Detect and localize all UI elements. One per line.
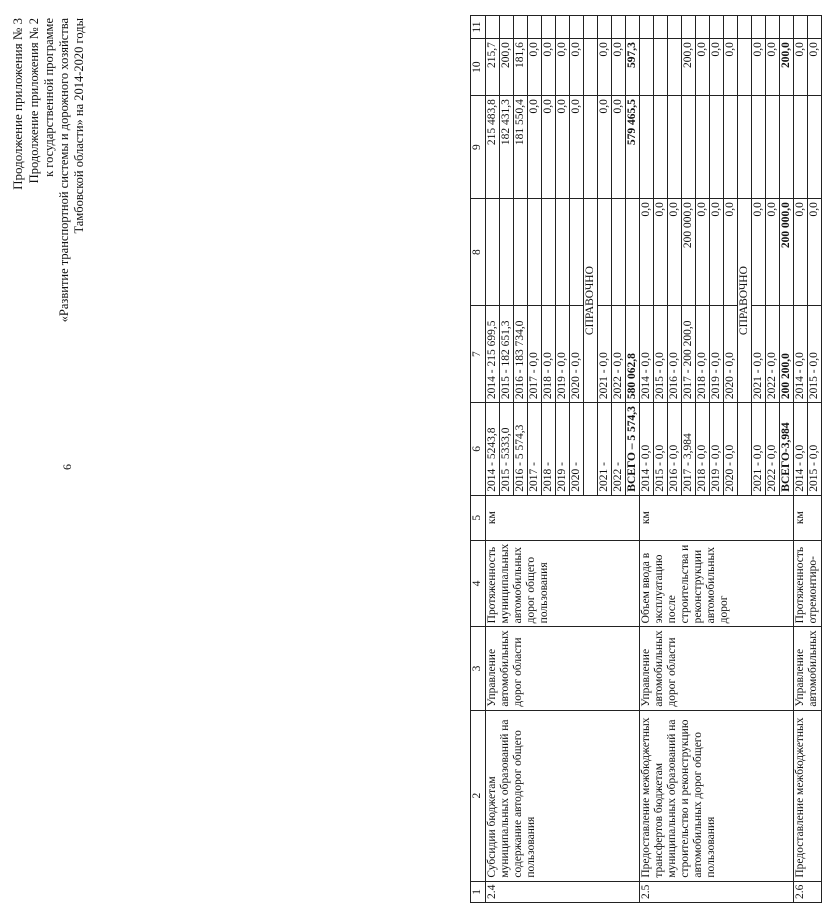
value-cell: 0,0 (668, 199, 682, 306)
value-cell: 597,3 (626, 39, 640, 96)
value-cell: 2016 - 0,0 (668, 403, 682, 496)
table-row (486, 16, 500, 903)
value-cell: 0,0 (710, 39, 724, 96)
value-cell (598, 199, 612, 306)
value-cell: 2014 - 0,0 (794, 403, 808, 496)
value-cell: 0,0 (808, 39, 822, 96)
value-cell: 0,0 (766, 39, 780, 96)
value-cell: 2021 - 0,0 (752, 403, 766, 496)
empty-cell (654, 16, 668, 39)
spravochno-label: СПРАВОЧНО (738, 199, 752, 403)
empty-cell (612, 16, 626, 39)
value-cell (808, 96, 822, 199)
spravochno-label: СПРАВОЧНО (584, 199, 598, 403)
value-cell: 2022 - 0,0 (766, 403, 780, 496)
value-cell: 0,0 (794, 199, 808, 306)
value-cell: 215 483,8 (486, 96, 500, 199)
indicator-cell-text: Протяженность отремонтиро- (794, 546, 819, 624)
value-cell: 2022 - 0,0 (612, 306, 626, 403)
value-cell: 0,0 (598, 39, 612, 96)
indicator-cell (794, 540, 822, 627)
value-cell: 2017 - (528, 403, 542, 496)
value-cell: 2021 - 0,0 (752, 306, 766, 403)
value-cell: 0,0 (570, 96, 584, 199)
value-cell: 2020 - 0,0 (724, 306, 738, 403)
value-cell: 2015 - 5333,0 (500, 403, 514, 496)
value-cell: 2014 - 5243,8 (486, 403, 500, 496)
empty-cell (500, 16, 514, 39)
value-cell: 0,0 (724, 39, 738, 96)
value-cell: ВСЕГО-3,984 (780, 403, 794, 496)
value-cell: 0,0 (808, 199, 822, 306)
row-number-text: 2.5 (640, 884, 652, 899)
value-cell: 2018 - (542, 403, 556, 496)
empty-cell (486, 16, 500, 39)
value-cell (626, 199, 640, 306)
value-cell: 200,0 (682, 39, 696, 96)
page-header (10, 18, 87, 322)
value-cell: 2014 - 0,0 (794, 306, 808, 403)
col-header: 7 (471, 306, 486, 403)
value-cell: 0,0 (542, 39, 556, 96)
empty-cell (766, 16, 780, 39)
value-cell: 0,0 (598, 96, 612, 199)
value-cell: 0,0 (696, 39, 710, 96)
value-cell: 2015 - 0,0 (654, 403, 668, 496)
value-cell: 0,0 (556, 39, 570, 96)
value-cell: 2016 - 5 574,3 (514, 403, 528, 496)
empty-cell (640, 16, 654, 39)
col-header: 4 (471, 540, 486, 627)
value-cell: 0,0 (710, 199, 724, 306)
measure-name (640, 710, 794, 881)
empty-cell (710, 16, 724, 39)
value-cell (682, 96, 696, 199)
col-header: 10 (471, 39, 486, 96)
value-cell: 2016 - 183 734,0 (514, 306, 528, 403)
empty-cell (598, 16, 612, 39)
header-line-4: «Развитие транспортной системы и дорожного хозяйства (57, 18, 71, 323)
value-cell: 2019 - (556, 403, 570, 496)
value-cell (668, 96, 682, 199)
row-number (640, 881, 794, 902)
unit-cell: км (640, 495, 794, 540)
value-cell (500, 199, 514, 306)
col-header: 8 (471, 199, 486, 306)
value-cell: 2015 - 0,0 (654, 306, 668, 403)
value-cell (752, 96, 766, 199)
value-cell: 2016 - 0,0 (668, 306, 682, 403)
value-cell (794, 96, 808, 199)
empty-cell (528, 16, 542, 39)
empty-cell (738, 39, 752, 96)
value-cell: 2018 - 0,0 (696, 403, 710, 496)
col-header: 6 (471, 403, 486, 496)
value-cell (612, 199, 626, 306)
col-header: 1 (471, 881, 486, 902)
indicator-cell (640, 540, 794, 627)
header-line-5: Тамбовской области» на 2014-2020 годы (72, 18, 86, 234)
value-cell: 2015 - 182 651,3 (500, 306, 514, 403)
indicator-cell-text: Протяженность муниципальных автомобильных дорог общего пользования (486, 543, 550, 624)
value-cell: 200,0 (780, 39, 794, 96)
value-cell: 0,0 (752, 199, 766, 306)
executor-cell-text: Управление автомобильных дорог области (486, 630, 524, 707)
empty-cell (584, 403, 598, 496)
value-cell: 0,0 (556, 96, 570, 199)
value-cell (640, 39, 654, 96)
col-header: 2 (471, 710, 486, 881)
value-cell (640, 96, 654, 199)
executor-cell-text: Управление автомобильных (794, 630, 819, 707)
empty-cell (584, 16, 598, 39)
value-cell (570, 199, 584, 306)
empty-cell (626, 16, 640, 39)
executor-cell (486, 627, 640, 710)
value-cell (542, 199, 556, 306)
value-cell: 2018 - 0,0 (696, 306, 710, 403)
program-table (470, 15, 822, 903)
col-header: 9 (471, 96, 486, 199)
header-line-2: Продолжение приложения № 2 (27, 18, 41, 184)
value-cell: 200 000,0 (682, 199, 696, 306)
header-line-1: Продолжение приложения № 3 (10, 18, 25, 190)
value-cell (486, 199, 500, 306)
value-cell: 2020 - 0,0 (570, 306, 584, 403)
empty-cell (724, 16, 738, 39)
value-cell: 2021 - (598, 403, 612, 496)
value-cell: 2014 - 0,0 (640, 403, 654, 496)
value-cell: 200,0 (500, 39, 514, 96)
value-cell: 2019 - 0,0 (556, 306, 570, 403)
value-cell (514, 199, 528, 306)
value-cell: 0,0 (640, 199, 654, 306)
value-cell: 0,0 (654, 199, 668, 306)
value-cell: 2022 - 0,0 (766, 306, 780, 403)
value-cell (780, 96, 794, 199)
value-cell: 0,0 (528, 39, 542, 96)
value-cell: 200 200,0 (780, 306, 794, 403)
executor-cell-text: Управление автомобильных дорог области (640, 630, 678, 707)
value-cell: 2014 - 215 699,5 (486, 306, 500, 403)
value-cell: 2019 - 0,0 (710, 403, 724, 496)
value-cell: 2015 - 0,0 (808, 403, 822, 496)
measure-name-text: Предоставление межбюджетных трансфертов бюджетам муниципальных образований на строительство и реконструкцию автомобильных дорог общего пользования (640, 717, 717, 878)
indicator-cell-text: Объем ввода в эксплуатацию после строительства и реконструкции автомобильных дорог (640, 544, 730, 624)
value-cell: 2017 - 3,984 (682, 403, 696, 496)
empty-cell (794, 16, 808, 39)
header-line-3: к государственной программе (42, 18, 56, 177)
value-cell (766, 96, 780, 199)
value-cell: 0,0 (752, 39, 766, 96)
value-cell: 0,0 (612, 96, 626, 199)
empty-cell (738, 16, 752, 39)
value-cell (668, 39, 682, 96)
value-cell: 0,0 (570, 39, 584, 96)
measure-name-text: Предоставление межбюджетных (794, 717, 806, 878)
value-cell: 181,6 (514, 39, 528, 96)
value-cell: 2019 - 0,0 (710, 306, 724, 403)
empty-cell (556, 16, 570, 39)
column-number-row (471, 16, 486, 903)
empty-cell (752, 16, 766, 39)
value-cell: 2020 - (570, 403, 584, 496)
measure-name (794, 710, 822, 881)
value-cell: 2020 - 0,0 (724, 403, 738, 496)
value-cell: 2015 - 0,0 (808, 306, 822, 403)
value-cell (724, 96, 738, 199)
col-header: 11 (471, 16, 486, 39)
value-cell: 181 550,4 (514, 96, 528, 199)
executor-cell (640, 627, 794, 710)
value-cell (556, 199, 570, 306)
row-number (486, 881, 640, 902)
col-header: 3 (471, 627, 486, 710)
table-row (640, 16, 654, 903)
value-cell: 0,0 (542, 96, 556, 199)
value-cell: 200 000,0 (780, 199, 794, 306)
value-cell: 0,0 (696, 199, 710, 306)
table-row (794, 16, 808, 903)
value-cell: 580 062,8 (626, 306, 640, 403)
value-cell: 0,0 (766, 199, 780, 306)
value-cell: 2018 - 0,0 (542, 306, 556, 403)
empty-cell (696, 16, 710, 39)
value-cell: 2017 - 200 200,0 (682, 306, 696, 403)
empty-cell (808, 16, 822, 39)
measure-name-text: Субсидии бюджетам муниципальных образований на содержание автодорог общего пользования (486, 719, 537, 878)
executor-cell (794, 627, 822, 710)
indicator-cell (486, 540, 640, 627)
row-number-text: 2.6 (794, 884, 806, 899)
value-cell: 0,0 (794, 39, 808, 96)
value-cell: ВСЕГО – 5 574,3 (626, 403, 640, 496)
page-number: 6 (60, 464, 74, 470)
empty-cell (738, 96, 752, 199)
value-cell (528, 199, 542, 306)
empty-cell (780, 16, 794, 39)
empty-cell (668, 16, 682, 39)
unit-cell: км (486, 495, 640, 540)
empty-cell (584, 39, 598, 96)
value-cell (710, 96, 724, 199)
value-cell: 0,0 (724, 199, 738, 306)
value-cell (654, 96, 668, 199)
empty-cell (738, 403, 752, 496)
value-cell: 0,0 (612, 39, 626, 96)
value-cell: 2017 - 0,0 (528, 306, 542, 403)
empty-cell (514, 16, 528, 39)
value-cell: 2022 - (612, 403, 626, 496)
empty-cell (570, 16, 584, 39)
empty-cell (542, 16, 556, 39)
measure-name (486, 710, 640, 881)
value-cell: 2021 - 0,0 (598, 306, 612, 403)
row-number (794, 881, 822, 902)
value-cell (654, 39, 668, 96)
value-cell: 0,0 (528, 96, 542, 199)
empty-cell (584, 96, 598, 199)
value-cell: 2014 - 0,0 (640, 306, 654, 403)
value-cell (696, 96, 710, 199)
value-cell: 215,7 (486, 39, 500, 96)
unit-cell: км (794, 495, 822, 540)
col-header: 5 (471, 495, 486, 540)
value-cell: 579 465,5 (626, 96, 640, 199)
value-cell: 182 431,3 (500, 96, 514, 199)
row-number-text: 2.4 (486, 884, 498, 899)
empty-cell (682, 16, 696, 39)
